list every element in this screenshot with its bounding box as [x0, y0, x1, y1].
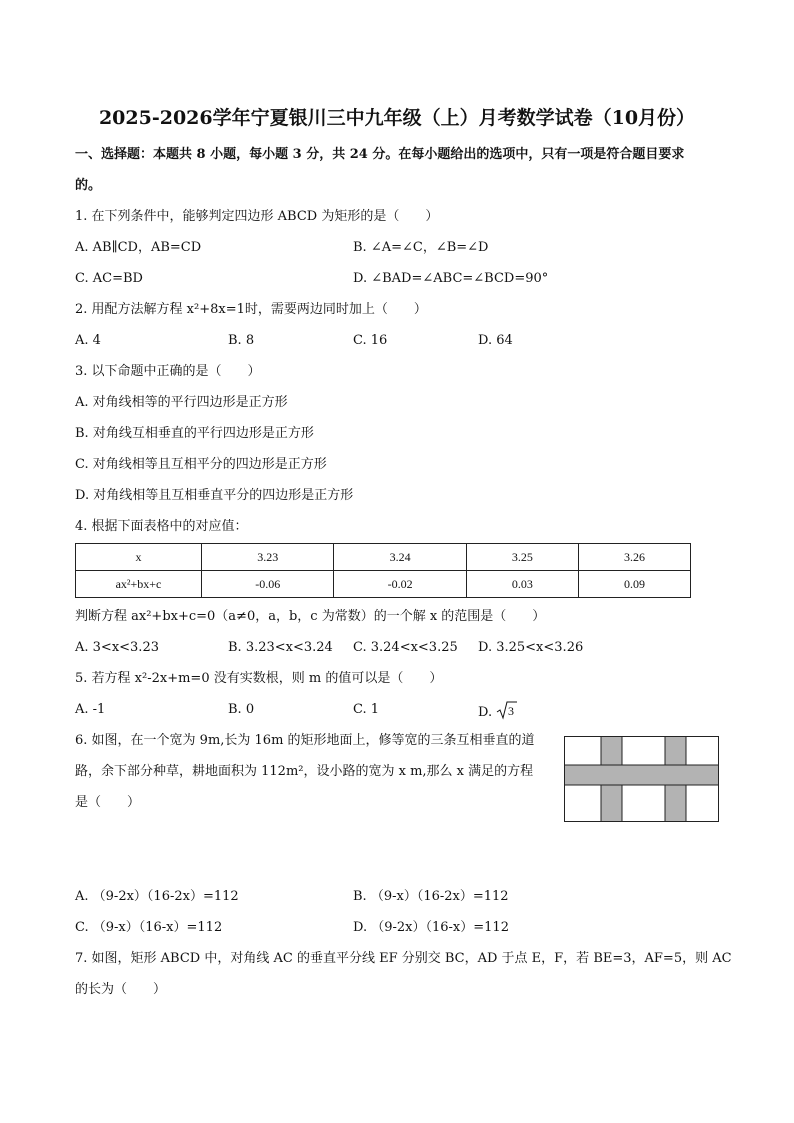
sqrt-radicand: 3 — [508, 704, 515, 718]
question-6-line2: 路，余下部分种草，耕地面积为 112m²，设小路的宽为 x m,那么 x 满足的方程 — [75, 764, 534, 779]
q6-option-a: A. （9-2x）（16-2x）=112 — [75, 889, 239, 904]
q4-option-b: B. 3.23<x<3.24 — [228, 640, 333, 655]
table-cell: -0.02 — [334, 571, 466, 598]
q1-option-c: C. AC=BD — [75, 271, 143, 286]
question-4-judge: 判断方程 ax²+bx+c=0（a≠0，a，b，c 为常数）的一个解 x 的范围是（ ） — [75, 609, 546, 624]
q6-option-d: D. （9-2x）（16-x）=112 — [353, 920, 509, 935]
q6-option-b: B. （9-x）（16-2x）=112 — [353, 889, 509, 904]
value-table — [75, 543, 691, 598]
question-5-stem: 5. 若方程 x²-2x+m=0 没有实数根，则 m 的值可以是（ ） — [75, 671, 443, 686]
table-cell: ax²+bx+c — [76, 571, 202, 598]
table-cell: -0.06 — [202, 571, 334, 598]
q5-option-d — [478, 700, 518, 721]
page-title: 2025-2026学年宁夏银川三中九年级（上）月考数学试卷（10月份） — [98, 107, 696, 129]
q4-option-c: C. 3.24<x<3.25 — [353, 640, 458, 655]
question-1-stem: 1. 在下列条件中，能够判定四边形 ABCD 为矩形的是（ ） — [75, 209, 439, 224]
table-cell: 3.23 — [202, 544, 334, 571]
table-row — [76, 544, 691, 571]
q3-option-c: C. 对角线相等且互相平分的四边形是正方形 — [75, 457, 327, 472]
q2-option-b: B. 8 — [228, 333, 255, 348]
q5-option-d-prefix: D. — [478, 705, 493, 720]
question-3-stem: 3. 以下命题中正确的是（ ） — [75, 364, 261, 379]
table-cell: 0.03 — [466, 571, 578, 598]
section-heading-cont: 的。 — [75, 178, 102, 193]
q3-option-b: B. 对角线互相垂直的平行四边形是正方形 — [75, 426, 314, 441]
q3-option-d: D. 对角线相等且互相垂直平分的四边形是正方形 — [75, 488, 354, 503]
question-4-stem: 4. 根据下面表格中的对应值： — [75, 519, 248, 534]
horizontal-road — [565, 765, 719, 785]
question-7-line1: 7. 如图，矩形 ABCD 中，对角线 AC 的垂直平分线 EF 分别交 BC，AD 于点 E，F，若 BE=3，AF=5，则 AC — [75, 951, 732, 966]
table-cell: 3.25 — [466, 544, 578, 571]
q6-option-c: C. （9-x）（16-x）=112 — [75, 920, 223, 935]
q2-option-d: D. 64 — [478, 333, 513, 348]
sqrt-symbol — [496, 700, 518, 721]
q1-option-b: B. ∠A=∠C，∠B=∠D — [353, 240, 489, 255]
q1-option-d: D. ∠BAD=∠ABC=∠BCD=90° — [353, 271, 549, 286]
road-diagram — [564, 736, 719, 822]
table-row — [76, 571, 691, 598]
section-heading: 一、选择题：本题共 8 小题，每小题 3 分，共 24 分。在每小题给出的选项中，只有一项是符合题目要求 — [75, 147, 685, 162]
q4-option-a: A. 3<x<3.23 — [75, 640, 159, 655]
table-cell: 3.26 — [578, 544, 690, 571]
q5-option-a: A. -1 — [75, 702, 106, 717]
question-6-line1: 6. 如图，在一个宽为 9m,长为 16m 的矩形地面上，修等宽的三条互相垂直的道 — [75, 733, 535, 748]
question-6-line3: 是（ ） — [75, 795, 141, 810]
table-cell: x — [76, 544, 202, 571]
q5-option-b: B. 0 — [228, 702, 255, 717]
q3-option-a: A. 对角线相等的平行四边形是正方形 — [75, 395, 288, 410]
table-cell: 3.24 — [334, 544, 466, 571]
question-7-line2: 的长为（ ） — [75, 982, 167, 997]
question-2-stem: 2. 用配方法解方程 x²+8x=1时，需要两边同时加上（ ） — [75, 302, 427, 317]
q2-option-c: C. 16 — [353, 333, 388, 348]
table-cell: 0.09 — [578, 571, 690, 598]
q2-option-a: A. 4 — [75, 333, 101, 348]
q1-option-a: A. AB∥CD，AB=CD — [75, 240, 202, 255]
q4-option-d: D. 3.25<x<3.26 — [478, 640, 584, 655]
q5-option-c: C. 1 — [353, 702, 380, 717]
